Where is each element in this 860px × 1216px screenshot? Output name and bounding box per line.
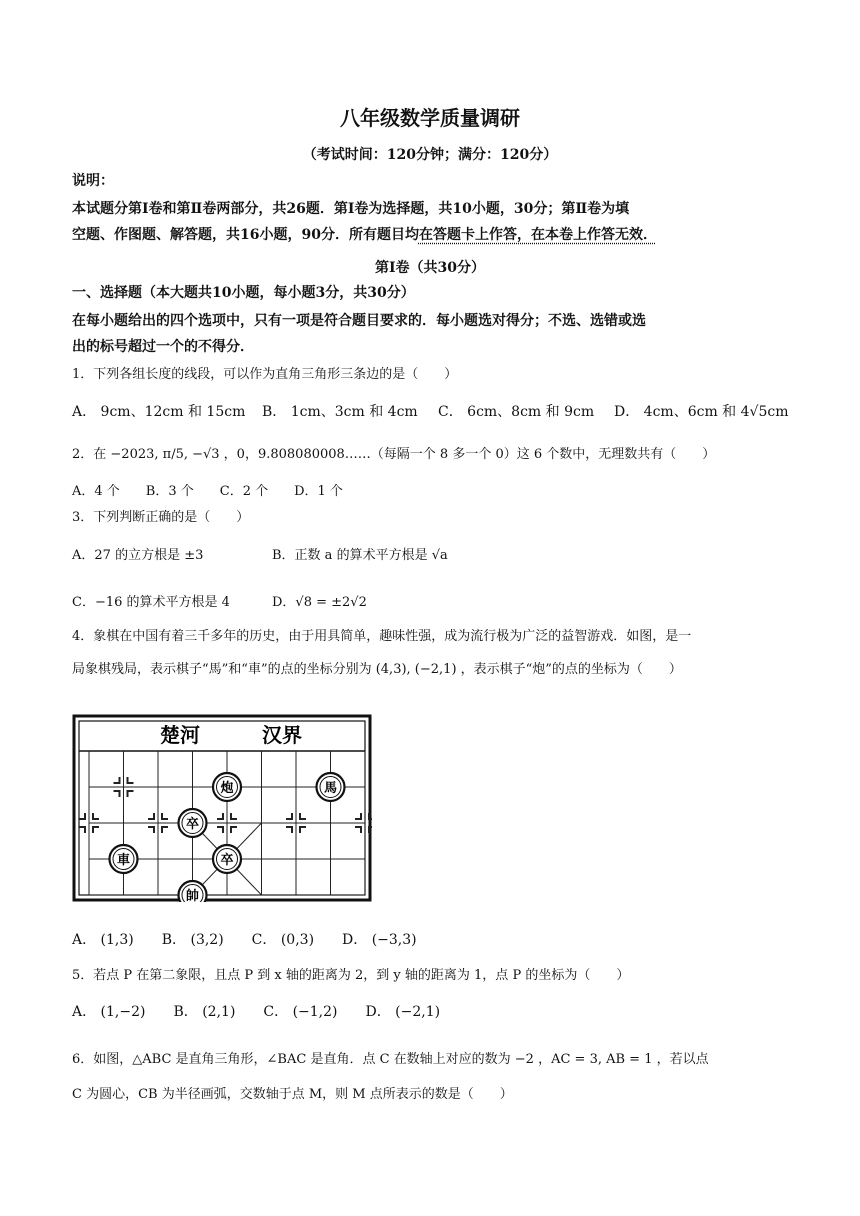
q5-options: A． (1,−2) B． (2,1) C． (−1,2) D． (−2,1) <box>72 1004 441 1020</box>
q3-option-d: D．√8 = ±2√2 <box>272 595 367 610</box>
exam-subtitle: （考试时间：120分钟；满分：120分） <box>302 147 558 163</box>
part1-desc-1: 在每小题给出的四个选项中，只有一项是符合题目要求的．每小题选对得分；不选、选错或选 <box>72 313 646 329</box>
q5-stem: 5．若点 P 在第二象限，且点 P 到 x 轴的距离为 2，到 y 轴的距离为 1，点 P 的坐标为（ ） <box>72 968 630 983</box>
q1-option-b: B． 1cm、3cm 和 4cm <box>262 404 418 420</box>
part1-heading: 一、选择题（本大题共10小题，每小题3分，共30分） <box>72 285 415 301</box>
section-title: 第Ⅰ卷（共30分） <box>374 260 486 276</box>
q3-option-b: B．正数 a 的算术平方根是 √a <box>272 548 448 563</box>
q4-options: A． (1,3) B． (3,2) C． (0,3) D． (−3,3) <box>72 932 417 948</box>
chess-piece-label: 卒 <box>220 853 234 868</box>
chess-board-figure <box>72 714 372 902</box>
river-label-left: 楚河 <box>160 723 200 747</box>
q3-option-c: C．−16 的算术平方根是 4 <box>72 595 230 610</box>
q1-stem: 1．下列各组长度的线段，可以作为直角三角形三条边的是（ ） <box>72 367 458 382</box>
chess-piece-label: 炮 <box>220 781 234 796</box>
chess-piece-label: 卒 <box>185 817 200 832</box>
q2-stem: 2．在 −2023, π/5, −√3 ，0，9.808080008……（每隔一个 8 多一个 0）这 6 个数中，无理数共有（ ） <box>72 447 716 462</box>
q3-option-a: A．27 的立方根是 ±3 <box>72 548 204 563</box>
instructions-line-2b: 在答题卡上作答，在本卷上作答无效． <box>418 227 657 243</box>
q6-line-2: C 为圆心，CB 为半径画弧，交数轴于点 M，则 M 点所表示的数是（ ） <box>72 1087 513 1102</box>
river-label-right: 汉界 <box>262 723 302 747</box>
q4-line-1: 4．象棋在中国有着三千多年的历史，由于用具简单，趣味性强，成为流行极为广泛的益智游戏．如图，是一 <box>72 629 692 644</box>
part1-desc-2: 出的标号超过一个的不得分． <box>72 339 254 355</box>
instructions-heading: 说明： <box>72 173 114 189</box>
q2-options: A．4 个 B．3 个 C．2 个 D．1 个 <box>72 484 343 499</box>
q3-options-row-1 <box>72 546 448 566</box>
q1-options <box>72 402 788 422</box>
chess-piece-label: 車 <box>116 853 131 868</box>
chess-piece-label: 帥 <box>185 889 200 902</box>
chess-piece-label: 馬 <box>323 781 338 796</box>
q6-line-1: 6．如图，△ABC 是直角三角形，∠BAC 是直角．点 C 在数轴上对应的数为 −2 ，AC = 3, AB = 1 ，若以点 <box>72 1052 709 1067</box>
instructions-line-1: 本试题分第Ⅰ卷和第Ⅱ卷两部分，共26题．第Ⅰ卷为选择题，共10小题，30分；第Ⅱ卷为填 <box>72 201 630 217</box>
q3-stem: 3．下列判断正确的是（ ） <box>72 510 250 525</box>
instructions-line-2 <box>72 225 657 245</box>
q1-option-c: C． 6cm、8cm 和 9cm <box>438 404 595 420</box>
q1-option-d: D． 4cm、6cm 和 4√5cm <box>614 404 789 420</box>
q3-options-row-2 <box>72 593 367 613</box>
page-title: 八年级数学质量调研 <box>340 106 520 130</box>
q4-line-2: 局象棋残局，表示棋子“馬”和“車”的点的坐标分别为 (4,3), (−2,1) ，表示棋子“炮”的点的坐标为（ ） <box>72 662 682 677</box>
instructions-line-2a: 空题、作图题、解答题，共16小题，90分．所有题目均 <box>72 227 419 243</box>
q1-option-a: A． 9cm、12cm 和 15cm <box>72 404 246 420</box>
